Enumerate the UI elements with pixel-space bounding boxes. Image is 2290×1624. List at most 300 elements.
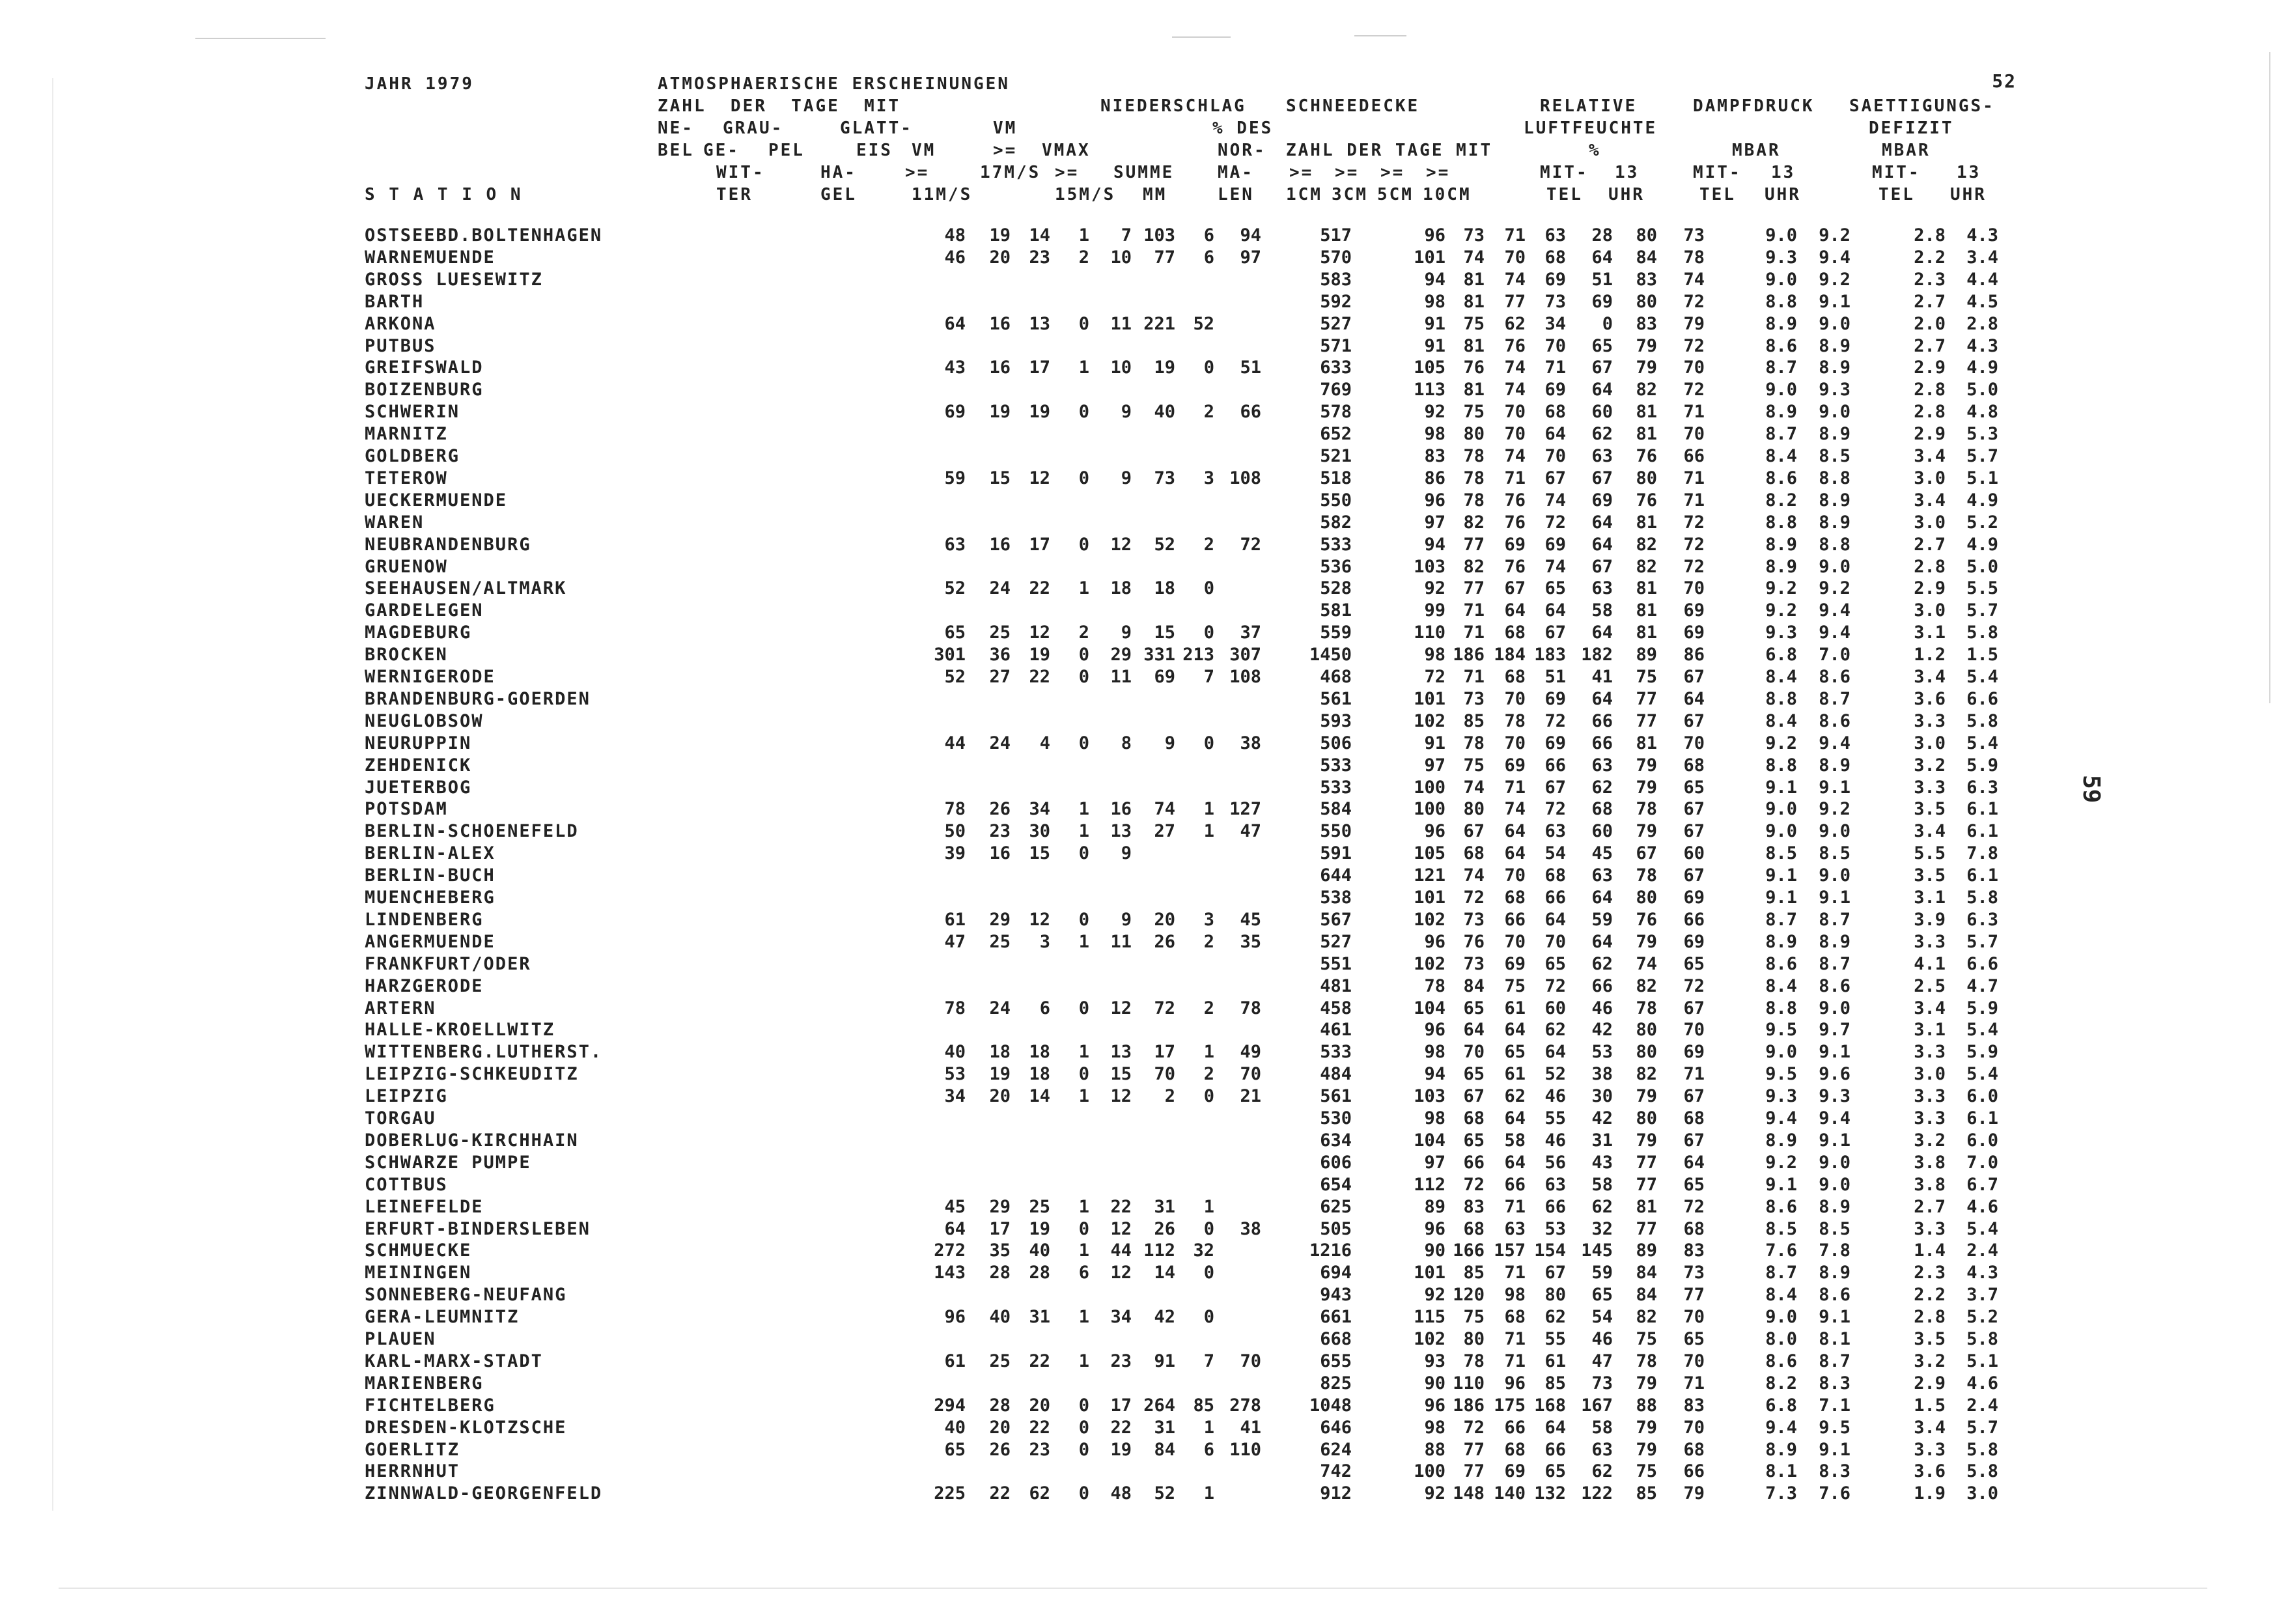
vp-13h-cell: 9.0: [1819, 998, 1850, 1018]
snow-3cm-cell: 76: [1504, 512, 1526, 533]
hail-cell: 1: [1078, 1240, 1089, 1261]
sd-13h-cell: 5.4: [1966, 1064, 1998, 1084]
vmax-cell: 37: [1240, 623, 1261, 643]
graupel-cell: 34: [1029, 799, 1050, 819]
wind17-cell: 1: [1203, 799, 1214, 819]
rh-13h-cell: 67: [1683, 667, 1705, 687]
snow-5cm-cell: 66: [1544, 1440, 1566, 1460]
graupel-cell: 23: [1029, 247, 1050, 268]
snow-5cm-cell: 154: [1534, 1240, 1566, 1261]
sd-mean-cell: 3.5: [1914, 1329, 1946, 1349]
station-name: BROCKEN: [365, 645, 448, 665]
graupel-cell: 31: [1029, 1307, 1050, 1327]
sd-mean-cell: 2.8: [1914, 557, 1946, 577]
station-name: PLAUEN: [365, 1329, 436, 1349]
sd-mean-cell: 3.3: [1914, 1042, 1946, 1062]
wind17-cell: 213: [1182, 645, 1214, 665]
rh-13h-cell: 77: [1683, 1285, 1705, 1305]
vp-mean-cell: 7.6: [1765, 1240, 1797, 1261]
station-name: SEEHAUSEN/ALTMARK: [365, 578, 567, 598]
rel-humidity-title: LUFTFEUCHTE: [1524, 119, 1658, 138]
precip-sum-cell: 578: [1320, 402, 1352, 422]
fog-cell: 272: [934, 1240, 966, 1261]
snow-1cm-cell: 77: [1463, 1440, 1485, 1460]
vp-13h-cell: 8.9: [1819, 755, 1850, 776]
graupel-cell: 18: [1029, 1064, 1050, 1084]
wind17-header: 17M/S: [980, 163, 1041, 182]
rh-13h-cell: 86: [1683, 645, 1705, 665]
snow-5cm-cell: 62: [1544, 1020, 1566, 1040]
sd-mean-cell: 3.3: [1914, 1219, 1946, 1239]
hail-cell: 1: [1078, 1042, 1089, 1062]
sd-13h-cell: 4.5: [1966, 292, 1998, 312]
wind11-cell: 14: [1154, 1263, 1175, 1283]
station-name: NEURUPPIN: [365, 733, 472, 753]
snow-1cm-cell: 110: [1453, 1373, 1485, 1393]
wind17-cell: 1: [1203, 1483, 1214, 1504]
snow-10cm-cell: 62: [1591, 1197, 1613, 1217]
station-name: PUTBUS: [365, 336, 436, 356]
precip-normal-cell: 97: [1424, 1153, 1445, 1173]
precip-sum-cell: 584: [1320, 799, 1352, 819]
precip-normal-cell: 94: [1424, 1064, 1445, 1084]
snow-5cm-cell: 66: [1544, 755, 1566, 776]
snow-3cm-cell: 64: [1504, 843, 1526, 863]
fog-cell: 61: [944, 1351, 966, 1371]
sd-13h-cell: 3.0: [1966, 1483, 1998, 1504]
graupel-cell: 25: [1029, 1197, 1050, 1217]
wind17-cell: 2: [1203, 1064, 1214, 1084]
sd-13h-cell: 5.7: [1966, 1418, 1998, 1438]
snow-3cm-cell: 69: [1504, 1461, 1526, 1481]
vmax-cell: 38: [1240, 1219, 1261, 1239]
rh-mean-cell: 75: [1636, 1329, 1657, 1349]
year-label: JAHR 1979: [365, 74, 474, 94]
snow-1cm-cell: 78: [1463, 446, 1485, 466]
vmax-cell: 108: [1229, 468, 1261, 488]
snow-1cm-cell: 81: [1463, 270, 1485, 290]
hail-cell: 1: [1078, 1197, 1089, 1217]
graupel-cell: 22: [1029, 578, 1050, 598]
glaze-cell: 29: [1110, 645, 1132, 665]
rh-mean-cell: 67: [1636, 843, 1657, 863]
snow-3cm-cell: 74: [1504, 357, 1526, 378]
station-name: WAREN: [365, 512, 425, 533]
station-name: GRUENOW: [365, 557, 448, 577]
snow-10cm-cell: 67: [1591, 468, 1613, 488]
station-name: JUETERBOG: [365, 777, 472, 798]
sd-13h-cell: 2.4: [1966, 1395, 1998, 1416]
snow-10cm-cell: 63: [1591, 446, 1613, 466]
snow-3cm-cell: 70: [1504, 424, 1526, 444]
precip-normal-cell: 88: [1424, 1440, 1445, 1460]
fog-cell: 53: [944, 1064, 966, 1084]
rh-13h-cell: 67: [1683, 998, 1705, 1018]
precip-normal-cell: 96: [1424, 225, 1445, 245]
vp-13h-cell: 8.9: [1819, 512, 1850, 533]
vp-13h-cell: 8.9: [1819, 357, 1850, 378]
rh-13h-cell: 70: [1683, 1418, 1705, 1438]
rh-13h-cell: 64: [1683, 689, 1705, 709]
snow-1cm-cell: 186: [1453, 1395, 1485, 1416]
precip-sum-cell: 468: [1320, 667, 1352, 687]
station-name: NEUBRANDENBURG: [365, 535, 531, 555]
precip-normal-cell: 112: [1414, 1175, 1445, 1195]
snow-1cm-cell: 72: [1463, 888, 1485, 908]
snow-10cm-cell: 66: [1591, 711, 1613, 731]
precip-sum-cell: 533: [1320, 1042, 1352, 1062]
snow-5cm-cell: 66: [1544, 888, 1566, 908]
vp-13h-cell: 8.9: [1819, 1197, 1850, 1217]
vmax-cell: 72: [1240, 535, 1261, 555]
snow-3cm-cell: 74: [1504, 799, 1526, 819]
snow-3cm-cell: 175: [1494, 1395, 1526, 1416]
fog-cell: 294: [934, 1395, 966, 1416]
precip-normal-cell: 101: [1414, 1263, 1445, 1283]
glaze-cell: 13: [1110, 821, 1132, 841]
precip-sum-cell: 825: [1320, 1373, 1352, 1393]
wind11-cell: 73: [1154, 468, 1175, 488]
thunderstorm-cell: 25: [989, 932, 1011, 952]
fog-cell: 43: [944, 357, 966, 378]
rh-mean-cell: 79: [1636, 357, 1657, 378]
vp-mean-cell: 6.8: [1765, 1395, 1797, 1416]
vp-mean-cell: 9.1: [1765, 865, 1797, 886]
sd-13h-cell: 5.7: [1966, 446, 1998, 466]
precip-sum-header: SUMME: [1113, 163, 1175, 182]
precip-normal-cell: 96: [1424, 490, 1445, 511]
wind17-cell: 0: [1203, 733, 1214, 753]
snow-10cm-cell: 66: [1591, 733, 1613, 753]
rh-mean-cell: 79: [1636, 1440, 1657, 1460]
snow-3cm-cell: 74: [1504, 446, 1526, 466]
wind11-cell: 26: [1154, 932, 1175, 952]
days-with-subtitle: ZAHL DER TAGE MIT: [658, 96, 901, 116]
vp-mean-cell: 8.9: [1765, 535, 1797, 555]
vp-mean-cell: 8.9: [1765, 557, 1797, 577]
vp-13h-cell: 7.1: [1819, 1395, 1850, 1416]
glaze-cell: 44: [1110, 1240, 1132, 1261]
vp-mean-cell: 8.8: [1765, 292, 1797, 312]
fog-cell: 34: [944, 1086, 966, 1106]
thunderstorm-cell: 24: [989, 733, 1011, 753]
rh-mean-cell: 82: [1636, 535, 1657, 555]
vp-13h-cell: 9.1: [1819, 1307, 1850, 1327]
sd-mean-cell: 3.1: [1914, 623, 1946, 643]
snow-days-subtitle: ZAHL DER TAGE MIT: [1286, 141, 1493, 160]
vmax-cell: 51: [1240, 357, 1261, 378]
wind11-header: VM: [912, 141, 936, 160]
snow-5cm-cell: 168: [1534, 1395, 1566, 1416]
wind11-cell: 18: [1154, 578, 1175, 598]
snow-5cm-cell: 52: [1544, 1064, 1566, 1084]
rh-mean-cell: 82: [1636, 1307, 1657, 1327]
snow-10cm-cell: 46: [1591, 998, 1613, 1018]
snow-1cm-cell: 166: [1453, 1240, 1485, 1261]
snow-5cm-cell: 63: [1544, 1175, 1566, 1195]
snow-5cm-cell: 67: [1544, 777, 1566, 798]
precipitation-title: NIEDERSCHLAG: [1100, 96, 1246, 116]
vp-mean-cell: 9.0: [1765, 821, 1797, 841]
rh-mean-cell: 74: [1636, 954, 1657, 974]
station-name: ZINNWALD-GEORGENFELD: [365, 1483, 603, 1504]
snow-3cm-cell: 66: [1504, 910, 1526, 930]
wind17-header: VM: [993, 119, 1018, 138]
snow-5cm-cell: 80: [1544, 1285, 1566, 1305]
rh-mean-cell: 80: [1636, 225, 1657, 245]
sd-mean-cell: 2.7: [1914, 336, 1946, 356]
snow-3cm-cell: 71: [1504, 1329, 1526, 1349]
vmax-header: 15M/S: [1055, 185, 1116, 204]
rh-mean-cell: 80: [1636, 468, 1657, 488]
snow-3cm-cell: 76: [1504, 557, 1526, 577]
thunderstorm-cell: 24: [989, 998, 1011, 1018]
glaze-cell: 34: [1110, 1307, 1132, 1327]
precip-sum-cell: 550: [1320, 821, 1352, 841]
station-name: SCHWARZE PUMPE: [365, 1153, 531, 1173]
vp-mean-cell: 9.4: [1765, 1418, 1797, 1438]
fog-header: NE-: [658, 119, 694, 138]
glaze-cell: 17: [1110, 1395, 1132, 1416]
precip-sum-cell: 1216: [1309, 1240, 1352, 1261]
precip-normal-cell: 100: [1414, 799, 1445, 819]
wind11-cell: 15: [1154, 623, 1175, 643]
rh-mean-cell: 82: [1636, 557, 1657, 577]
precip-normal-cell: 92: [1424, 1483, 1445, 1504]
sd-mean-cell: 3.5: [1914, 865, 1946, 886]
vmax-cell: 108: [1229, 667, 1261, 687]
precip-normal-cell: 98: [1424, 1108, 1445, 1128]
thunderstorm-header: WIT-: [716, 163, 765, 182]
vp-mean-cell: 8.7: [1765, 357, 1797, 378]
vmax-cell: 70: [1240, 1064, 1261, 1084]
thunderstorm-cell: 26: [989, 1440, 1011, 1460]
snow-1cm-cell: 82: [1463, 512, 1485, 533]
rh-13h-cell: 65: [1683, 777, 1705, 798]
wind11-cell: 31: [1154, 1418, 1175, 1438]
hail-cell: 6: [1078, 1263, 1089, 1283]
snow-5cm-cell: 53: [1544, 1219, 1566, 1239]
wind17-cell: 85: [1193, 1395, 1214, 1416]
rh-13h-cell: 69: [1683, 888, 1705, 908]
wind11-cell: 331: [1143, 645, 1175, 665]
precip-sum-cell: 561: [1320, 1086, 1352, 1106]
precip-normal-header: MA-: [1218, 163, 1254, 182]
sd-mean-cell: 3.4: [1914, 998, 1946, 1018]
vp-mean-cell: 8.9: [1765, 402, 1797, 422]
sd-13h-cell: 4.3: [1966, 1263, 1998, 1283]
station-name: GOLDBERG: [365, 446, 460, 466]
snow-5cm-cell: 65: [1544, 954, 1566, 974]
snow-3cm-cell: 64: [1504, 1108, 1526, 1128]
snow-1cm-cell: 70: [1463, 1042, 1485, 1062]
graupel-cell: 22: [1029, 667, 1050, 687]
sd-mean-cell: 3.0: [1914, 512, 1946, 533]
rh-13h-cell: 69: [1683, 1042, 1705, 1062]
precip-sum-cell: 505: [1320, 1219, 1352, 1239]
snow-5cm-cell: 72: [1544, 976, 1566, 996]
snow-5cm-cell: 34: [1544, 314, 1566, 334]
snow-1cm-cell: 148: [1453, 1483, 1485, 1504]
rh-mean-cell: 83: [1636, 270, 1657, 290]
precip-normal-cell: 93: [1424, 1351, 1445, 1371]
rh-mean-cell: 79: [1636, 336, 1657, 356]
sd-13h-cell: 5.9: [1966, 998, 1998, 1018]
precip-normal-cell: 78: [1424, 976, 1445, 996]
sd-mean-cell: 3.1: [1914, 1020, 1946, 1040]
rh-13h-cell: 79: [1683, 314, 1705, 334]
rh-13h-cell: 67: [1683, 711, 1705, 731]
vp-mean-cell: 9.0: [1765, 380, 1797, 400]
station-name: MARNITZ: [365, 424, 448, 444]
precip-sum-cell: 528: [1320, 578, 1352, 598]
sd-mean-cell: 2.5: [1914, 976, 1946, 996]
snow-3cm-cell: 67: [1504, 578, 1526, 598]
precip-sum-cell: 694: [1320, 1263, 1352, 1283]
rh-13h-cell: 70: [1683, 733, 1705, 753]
fog-cell: 78: [944, 799, 966, 819]
hail-cell: 1: [1078, 821, 1089, 841]
sd-mean-cell: 3.0: [1914, 600, 1946, 621]
vp-13h-cell: 9.1: [1819, 1440, 1850, 1460]
wind17-cell: 2: [1203, 535, 1214, 555]
snow-3cm-cell: 61: [1504, 998, 1526, 1018]
glaze-cell: 10: [1110, 247, 1132, 268]
station-name: WERNIGERODE: [365, 667, 496, 687]
precip-sum-cell: 533: [1320, 755, 1352, 776]
snow-1cm-cell: 67: [1463, 1086, 1485, 1106]
sd-mean-cell: 2.7: [1914, 1197, 1946, 1217]
precip-normal-cell: 92: [1424, 1285, 1445, 1305]
rh-mean-cell: 77: [1636, 1219, 1657, 1239]
vp-13h-header: UHR: [1765, 185, 1801, 204]
vp-mean-cell: 9.3: [1765, 247, 1797, 268]
rh-mean-cell: 81: [1636, 600, 1657, 621]
snow-3cm-cell: 71: [1504, 225, 1526, 245]
snow-10cm-cell: 60: [1591, 402, 1613, 422]
wind17-cell: 1: [1203, 1197, 1214, 1217]
graupel-cell: 14: [1029, 225, 1050, 245]
fog-cell: 65: [944, 623, 966, 643]
snow-3cm-cell: 98: [1504, 1285, 1526, 1305]
precip-normal-cell: 98: [1424, 424, 1445, 444]
glaze-cell: 12: [1110, 1086, 1132, 1106]
vp-mean-cell: 8.6: [1765, 336, 1797, 356]
sd-13h-cell: 3.4: [1966, 247, 1998, 268]
snow-5cm-cell: 61: [1544, 1351, 1566, 1371]
thunderstorm-cell: 36: [989, 645, 1011, 665]
rh-13h-cell: 72: [1683, 557, 1705, 577]
fog-cell: 64: [944, 1219, 966, 1239]
rh-mean-cell: 78: [1636, 1351, 1657, 1371]
snow-threshold-header: >=: [1426, 163, 1451, 182]
sd-mean-cell: 3.6: [1914, 1461, 1946, 1481]
sd-13h-cell: 7.8: [1966, 843, 1998, 863]
precip-sum-cell: 769: [1320, 380, 1352, 400]
vp-mean-header: MIT-: [1693, 163, 1742, 182]
snow-10cm-cell: 64: [1591, 247, 1613, 268]
snow-3cm-cell: 71: [1504, 1197, 1526, 1217]
snow-1cm-cell: 66: [1463, 1153, 1485, 1173]
snow-3cm-cell: 68: [1504, 623, 1526, 643]
vp-mean-cell: 9.0: [1765, 799, 1797, 819]
sd-mean-cell: 3.3: [1914, 1086, 1946, 1106]
station-name: MAGDEBURG: [365, 623, 472, 643]
snow-3cm-cell: 66: [1504, 1418, 1526, 1438]
precip-sum-cell: 633: [1320, 357, 1352, 378]
snow-5cm-cell: 62: [1544, 1307, 1566, 1327]
sd-13h-cell: 5.0: [1966, 557, 1998, 577]
thunderstorm-cell: 17: [989, 1219, 1011, 1239]
vp-13h-cell: 8.5: [1819, 843, 1850, 863]
sd-13h-cell: 5.9: [1966, 755, 1998, 776]
vp-mean-cell: 8.4: [1765, 446, 1797, 466]
sd-13h-cell: 5.2: [1966, 512, 1998, 533]
wind11-header: >=: [905, 163, 930, 182]
snow-5cm-cell: 64: [1544, 424, 1566, 444]
snow-5cm-cell: 72: [1544, 711, 1566, 731]
precip-normal-cell: 91: [1424, 314, 1445, 334]
vmax-cell: 110: [1229, 1440, 1261, 1460]
rh-mean-cell: 79: [1636, 755, 1657, 776]
snow-10cm-cell: 69: [1591, 292, 1613, 312]
snow-10cm-cell: 30: [1591, 1086, 1613, 1106]
snow-1cm-cell: 64: [1463, 1020, 1485, 1040]
rh-13h-cell: 70: [1683, 1307, 1705, 1327]
snow-3cm-cell: 78: [1504, 711, 1526, 731]
vp-mean-cell: 9.0: [1765, 270, 1797, 290]
snow-5cm-cell: 64: [1544, 910, 1566, 930]
scan-line: [195, 38, 326, 39]
vp-13h-cell: 9.2: [1819, 578, 1850, 598]
precip-sum-cell: 559: [1320, 623, 1352, 643]
rh-13h-cell: 70: [1683, 424, 1705, 444]
wind17-cell: 6: [1203, 1440, 1214, 1460]
sd-13h-cell: 7.0: [1966, 1153, 1998, 1173]
page-number: 52: [1992, 70, 2017, 92]
wind17-cell: 0: [1203, 357, 1214, 378]
fog-cell: 52: [944, 578, 966, 598]
snow-5cm-cell: 70: [1544, 446, 1566, 466]
vp-13h-cell: 8.6: [1819, 1285, 1850, 1305]
precip-normal-cell: 98: [1424, 292, 1445, 312]
precip-sum-cell: 517: [1320, 225, 1352, 245]
snow-5cm-cell: 65: [1544, 1461, 1566, 1481]
rh-mean-cell: 85: [1636, 1483, 1657, 1504]
sd-13h-cell: 5.4: [1966, 733, 1998, 753]
station-name: WARNEMUENDE: [365, 247, 496, 268]
vp-13h-cell: 9.6: [1819, 1064, 1850, 1084]
graupel-cell: 12: [1029, 468, 1050, 488]
thunderstorm-cell: 19: [989, 402, 1011, 422]
snow-3cm-cell: 68: [1504, 1440, 1526, 1460]
thunderstorm-cell: 20: [989, 1418, 1011, 1438]
rel-mean-header: TEL: [1546, 185, 1583, 204]
snow-1cm-cell: 75: [1463, 755, 1485, 776]
vmax-cell: 41: [1240, 1418, 1261, 1438]
snow-10cm-cell: 65: [1591, 1285, 1613, 1305]
thunderstorm-header: TER: [716, 185, 753, 204]
vp-mean-cell: 8.6: [1765, 468, 1797, 488]
saturation-deficit-title: DEFIZIT: [1869, 119, 1954, 138]
precip-sum-cell: 591: [1320, 843, 1352, 863]
rh-13h-cell: 68: [1683, 755, 1705, 776]
hail-cell: 1: [1078, 357, 1089, 378]
thunderstorm-cell: 24: [989, 578, 1011, 598]
sd-13h-cell: 5.8: [1966, 1440, 1998, 1460]
vp-13h-cell: 9.4: [1819, 733, 1850, 753]
precip-sum-cell: 561: [1320, 689, 1352, 709]
